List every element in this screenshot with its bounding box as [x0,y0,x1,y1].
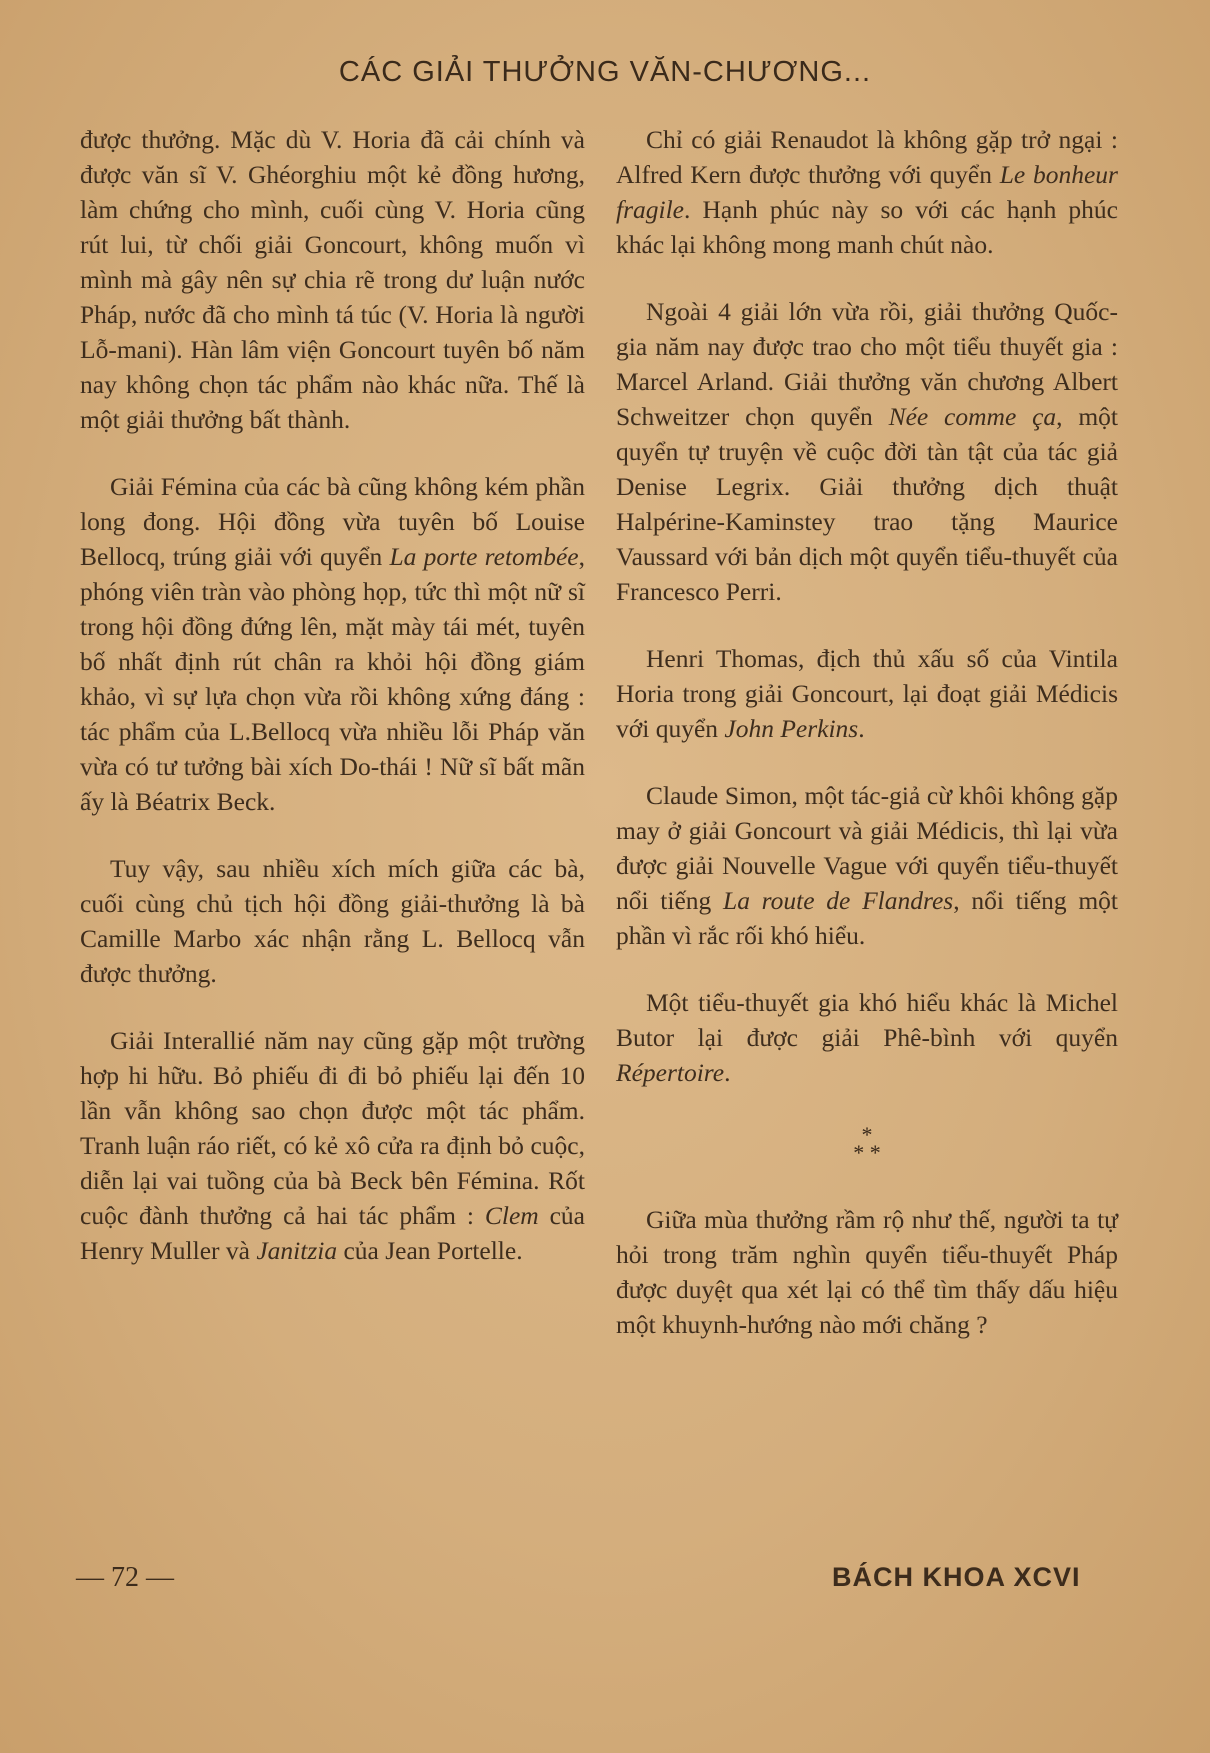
paragraph: Giải Fémina của các bà cũng không kém phần long đong. Hội đồng vừa tuyên bố Louise Bellocq, trúng giải với quyển La porte retombée, phóng viên tràn vào phòng họp, tức thì một nữ sĩ trong hội đồng đứng lên, mặt mày tái mét, tuyên bố nhất định rút chân ra khỏi hội đồng giám khảo, vì sự lựa chọn vừa rồi không xứng đáng : tác phẩm của L.Bellocq vừa nhiều lỗi Pháp văn vừa có tư tưởng bài xích Do-thái ! Nữ sĩ bất mãn ấy là Béatrix Beck. [80,472,585,816]
book-title: Clem [484,1201,539,1230]
paragraph: Giải Interallié năm nay cũng gặp một trường hợp hi hữu. Bỏ phiếu đi đi bỏ phiếu lại đến 10 lần vẫn không sao chọn được một tác phẩm. Tranh luận ráo riết, có kẻ xô cửa ra định bỏ cuộc, diễn lại vai tuồng của bà Beck bên Fémina. Rốt cuộc đành thưởng cả hai tác phẩm : Clem của Henry Muller và Janitzia của Jean Portelle. [80,1026,585,1265]
section-separator: * * * [853,1122,881,1165]
book-title: Répertoire [616,1058,725,1087]
book-title: La route de Flandres [723,886,954,915]
paragraph: Ngoài 4 giải lớn vừa rồi, giải thưởng Quốc-gia năm nay được trao cho một tiểu thuyết gia : Marcel Arland. Giải thưởng văn chương Albert Schweitzer chọn quyển Née comme ça, một quyển tự truyện về cuộc đời tàn tật của tác giả Denise Legrix. Giải thưởng dịch thuật Halpérine-Kaminstey trao tặng Maurice Vaussard với bản dịch một quyển tiểu-thuyết của Francesco Perri. [616,297,1118,606]
paragraph: Chỉ có giải Renaudot là không gặp trở ngại : Alfred Kern được thưởng với quyển Le bonheur fragile. Hạnh phúc này so với các hạnh phúc khác lại không mong manh chút nào. [616,125,1118,259]
paragraph: Giữa mùa thưởng rầm rộ như thế, người ta tự hỏi trong trăm nghìn quyển tiểu-thuyết Pháp được duyệt qua xét lại có thể tìm thấy dấu hiệu một khuynh-hướng nào mới chăng ? [616,1205,1118,1339]
book-title: Née comme ça [888,402,1057,431]
running-title: CÁC GIẢI THƯỞNG VĂN-CHƯƠNG... [338,56,872,88]
book-title: Le bonheur fragile [616,160,1118,224]
left-column [80,122,585,1268]
paragraph: Tuy vậy, sau nhiều xích mích giữa các bà, cuối cùng chủ tịch hội đồng giải-thưởng là bà Camille Marbo xác nhận rằng L. Bellocq vẫn được thưởng. [80,854,585,988]
page-number: — 72 — [76,1562,174,1593]
paragraph: Henri Thomas, địch thủ xấu số của Vintila Horia trong giải Goncourt, lại đoạt giải Médicis với quyển John Perkins. [616,644,1118,743]
book-title: La porte retombée [389,542,579,571]
right-column [616,122,1118,1342]
book-title: Janitzia [256,1236,338,1265]
paragraph: được thưởng. Mặc dù V. Horia đã cải chính và được văn sĩ V. Ghéorghiu một kẻ đồng hương, làm chứng cho mình, cuối cùng V. Horia cũng rút lui, từ chối giải Goncourt, không muốn vì mình mà gây nên sự chia rẽ trong dư luận nước Pháp, nước đã cho mình tá túc (V. Horia là người Lỗ-mani). Hàn lâm viện Goncourt tuyên bố năm nay không chọn tác phẩm nào khác nữa. Thế là một giải thưởng bất thành. [80,125,585,434]
journal-name: BÁCH KHOA XCVI [832,1562,1081,1592]
paragraph: Claude Simon, một tác-giả cừ khôi không gặp may ở giải Goncourt và giải Médicis, thì lại vừa được giải Nouvelle Vague với quyển tiểu-thuyết nổi tiếng La route de Flandres, nổi tiếng một phần vì rắc rối khó hiểu. [616,781,1119,950]
book-title: John Perkins [724,714,859,743]
paragraph: Một tiểu-thuyết gia khó hiểu khác là Michel Butor lại được giải Phê-bình với quyển Répertoire. [616,988,1118,1087]
